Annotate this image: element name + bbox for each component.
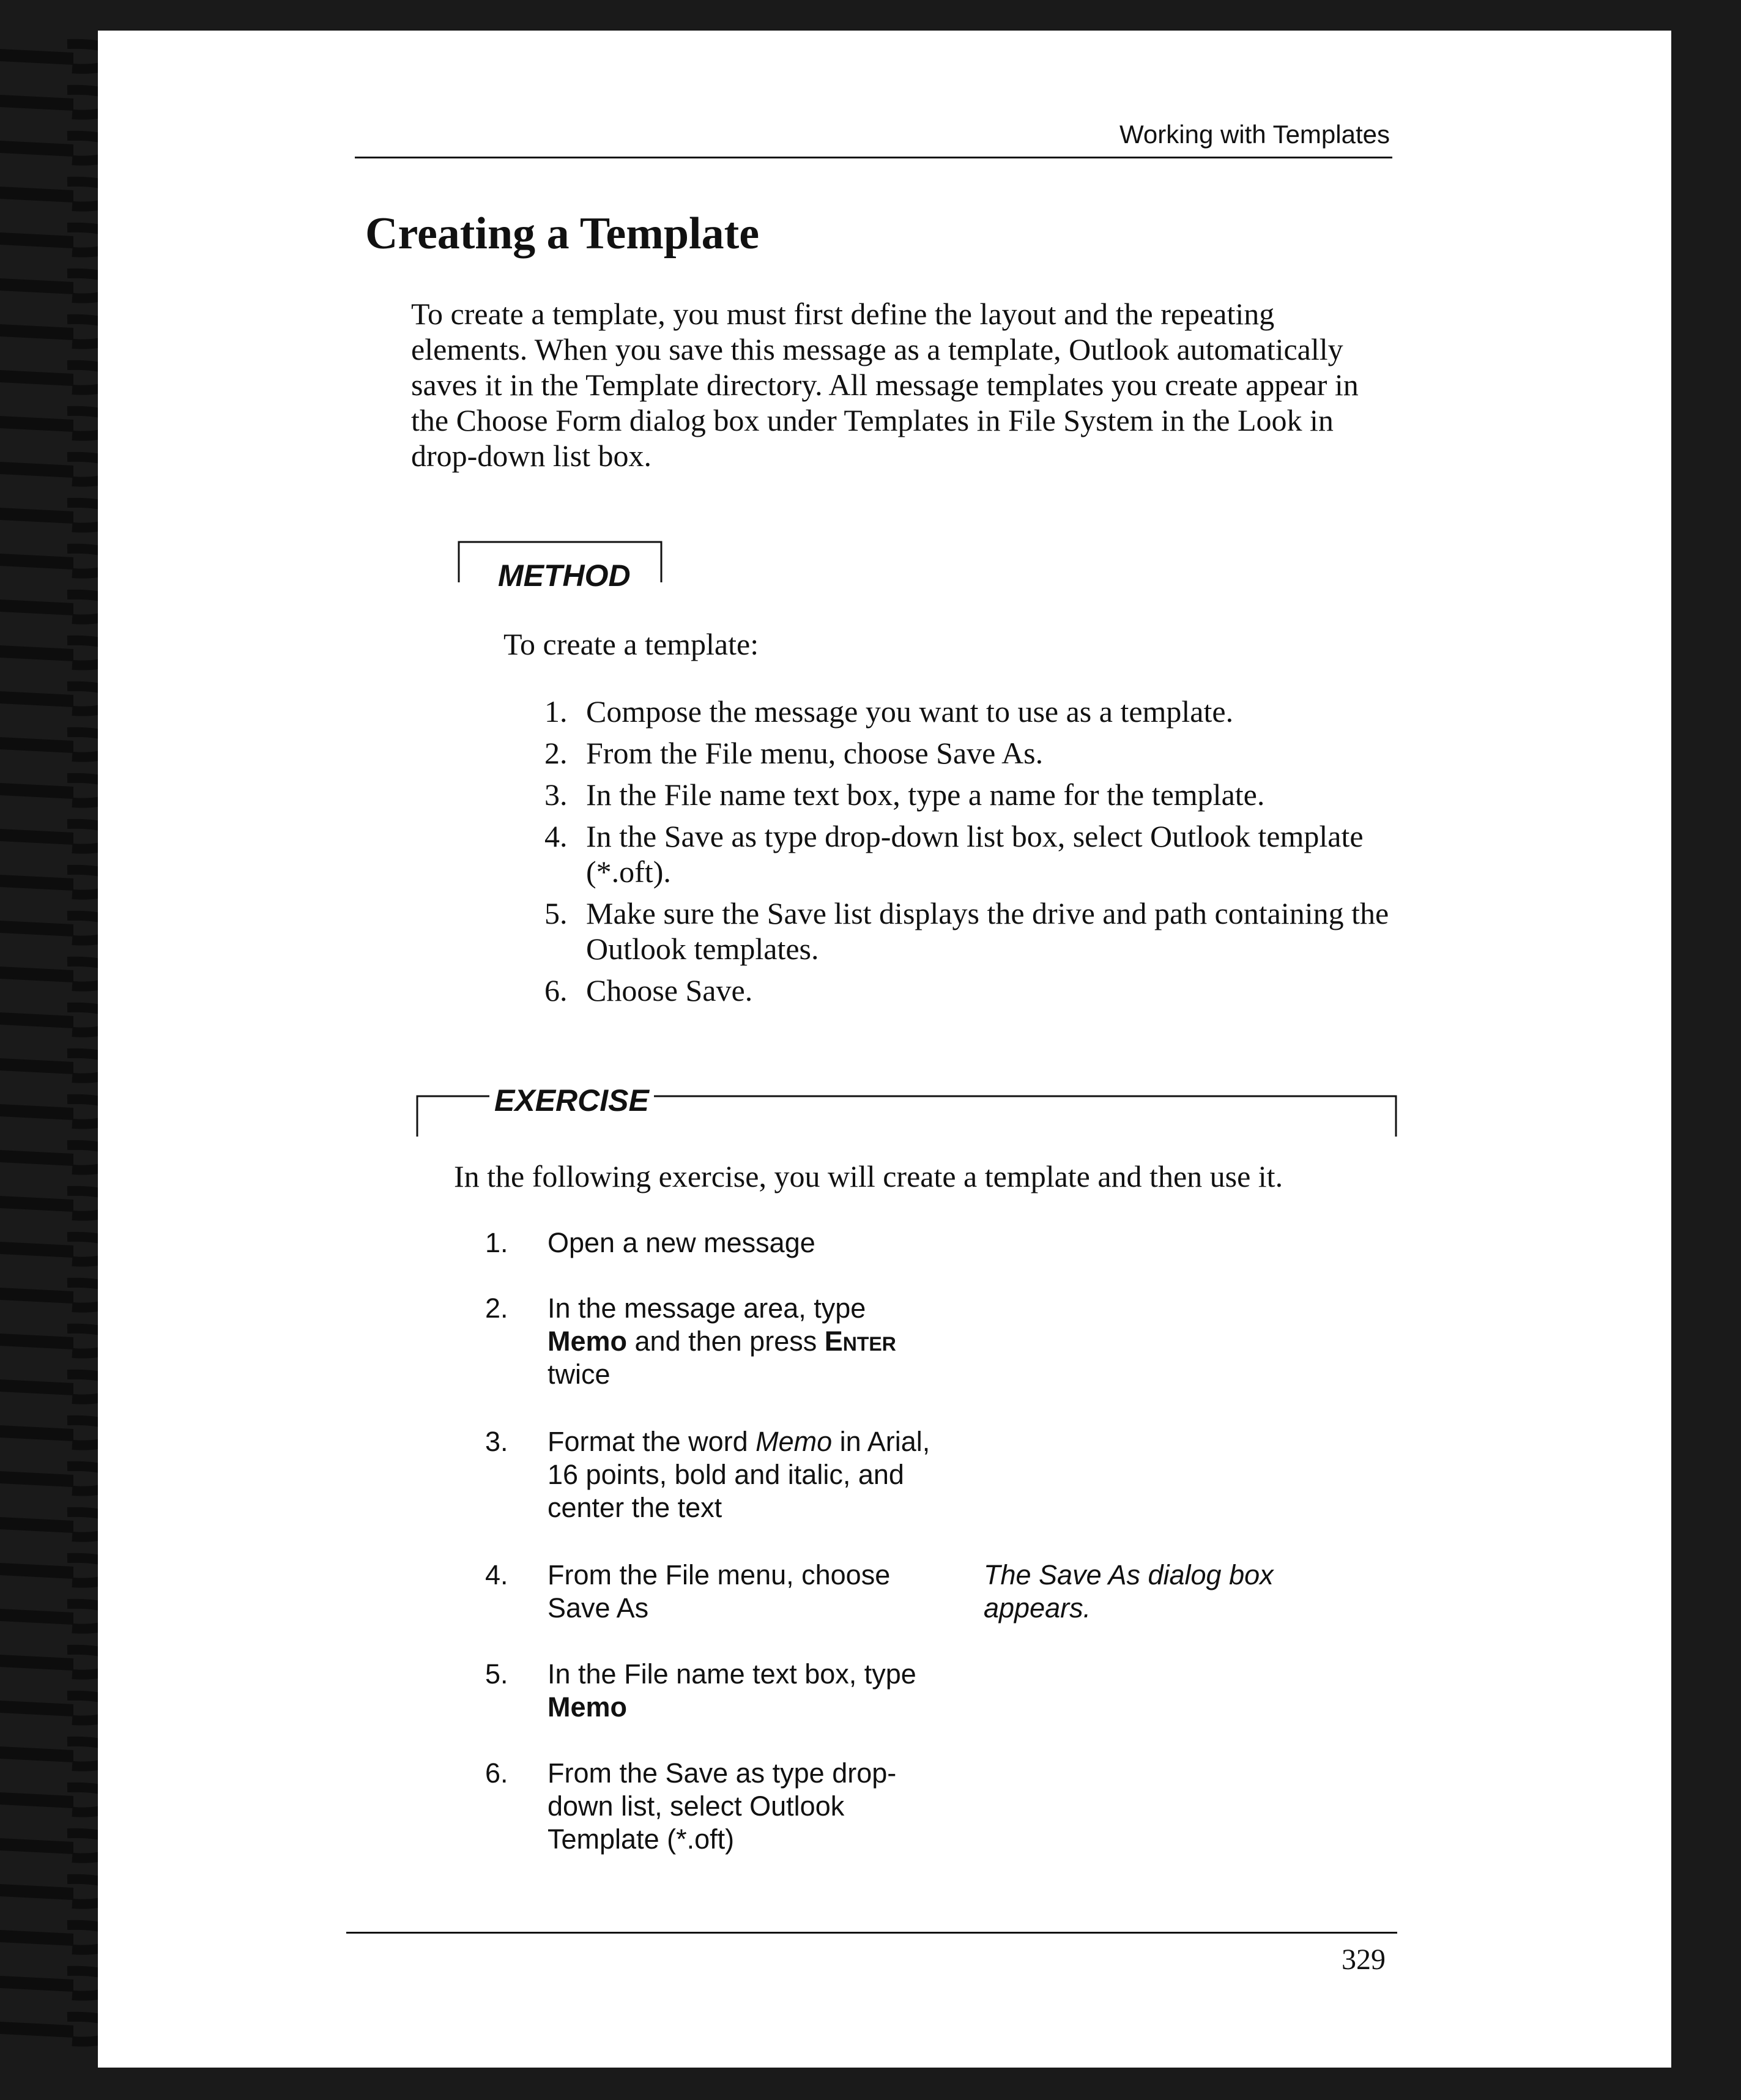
spiral-coil — [0, 1196, 73, 1212]
method-steps — [544, 694, 1395, 1014]
spiral-coil — [0, 1104, 73, 1120]
step-number: 1. — [544, 694, 568, 729]
method-step — [544, 818, 1395, 889]
spiral-coil — [0, 1012, 73, 1028]
method-intro: To create a template: — [503, 627, 759, 661]
spiral-coil — [0, 508, 73, 524]
spiral-coil — [0, 187, 73, 202]
step-number: 5. — [485, 1658, 508, 1690]
step-number: 4. — [544, 819, 568, 853]
method-step — [544, 973, 1395, 1008]
method-step — [544, 735, 1395, 771]
step-number: 3. — [485, 1426, 508, 1457]
spiral-coil — [0, 1471, 73, 1487]
step-number: 6. — [544, 973, 568, 1007]
step-number: 5. — [544, 896, 568, 930]
spiral-coil — [0, 1425, 73, 1441]
method-step — [544, 777, 1395, 812]
spiral-coil — [0, 1930, 73, 1946]
exercise-label: EXERCISE — [489, 1083, 654, 1118]
intro-paragraph: To create a template, you must first define the layout and the repeating elements. When you save this message as a template, Outlook automatically saves it in the Template directory. All message templates you create appear in the Choose Form dialog box under Templates in File System in the Look in drop-down list box. — [411, 297, 1359, 473]
spiral-coil — [0, 1150, 73, 1166]
header-rule — [355, 157, 1392, 158]
step-text: In the message area, type Memo and then press Enter twice — [548, 1293, 896, 1390]
spiral-coil — [0, 645, 73, 661]
step-result: The Save As dialog box appears. — [984, 1559, 1274, 1623]
step-text: Make sure the Save list displays the drive and path containing the Outlook templates. — [586, 896, 1389, 966]
spiral-coil — [0, 1838, 73, 1854]
step-text: In the File name text box, type Memo — [548, 1658, 916, 1723]
spiral-coil — [0, 1242, 73, 1258]
spiral-coil — [0, 599, 73, 615]
spiral-coil — [0, 1288, 73, 1304]
step-text: Format the word Memo in Arial, 16 points, bold and italic, and center the text — [548, 1426, 930, 1523]
spiral-coil — [0, 2022, 73, 2038]
step-number: 3. — [544, 777, 568, 812]
method-label: METHOD — [494, 558, 634, 593]
step-text: In the File name text box, type a name for the template. — [586, 777, 1265, 812]
spiral-coil — [0, 324, 73, 340]
spiral-coil — [0, 1655, 73, 1671]
spiral-coil — [0, 1884, 73, 1900]
spiral-coil — [0, 95, 73, 111]
page-number: 329 — [1342, 1943, 1386, 1976]
spiral-coil — [0, 1746, 73, 1762]
running-head: Working with Templates — [1119, 120, 1390, 149]
step-text: From the Save as type drop-down list, select Outlook Template (*.oft) — [548, 1757, 897, 1855]
spiral-coil — [0, 691, 73, 707]
spiral-coil — [0, 370, 73, 386]
spiral-coil — [0, 783, 73, 799]
footer-rule — [346, 1932, 1397, 1934]
step-number: 2. — [485, 1293, 508, 1324]
spiral-coil — [0, 554, 73, 570]
spiral-coil — [0, 1334, 73, 1349]
spiral-coil — [0, 1058, 73, 1074]
spiral-coil — [0, 1379, 73, 1395]
spiral-coil — [0, 1517, 73, 1533]
step-number: 1. — [485, 1227, 508, 1258]
spiral-coil — [0, 416, 73, 432]
step-text: Compose the message you want to use as a template. — [586, 694, 1234, 729]
method-step — [544, 694, 1395, 729]
step-number: 6. — [485, 1757, 508, 1789]
exercise-intro: In the following exercise, you will create a template and then use it. — [454, 1159, 1283, 1193]
section-title: Creating a Template — [365, 209, 760, 259]
step-text: From the File menu, choose Save As — [548, 1559, 891, 1623]
spiral-coil — [0, 829, 73, 845]
spiral-coil — [0, 1563, 73, 1579]
step-text: From the File menu, choose Save As. — [586, 736, 1044, 770]
step-number: 4. — [485, 1559, 508, 1590]
spiral-coil — [0, 737, 73, 753]
spiral-coil — [0, 875, 73, 891]
spiral-coil — [0, 278, 73, 294]
spiral-coil — [0, 462, 73, 478]
spiral-coil — [0, 49, 73, 65]
spiral-coil — [0, 1609, 73, 1625]
spiral-coil — [0, 141, 73, 157]
step-text: In the Save as type drop-down list box, select Outlook template (*.oft). — [586, 819, 1364, 889]
spiral-coil — [0, 967, 73, 982]
step-number: 2. — [544, 736, 568, 770]
step-text: Open a new message — [548, 1227, 815, 1258]
spiral-coil — [0, 232, 73, 248]
spiral-coil — [0, 1792, 73, 1808]
spiral-coil — [0, 1701, 73, 1716]
method-step — [544, 896, 1395, 967]
step-text: Choose Save. — [586, 973, 753, 1007]
spiral-coil — [0, 1976, 73, 1992]
spiral-coil — [0, 921, 73, 937]
